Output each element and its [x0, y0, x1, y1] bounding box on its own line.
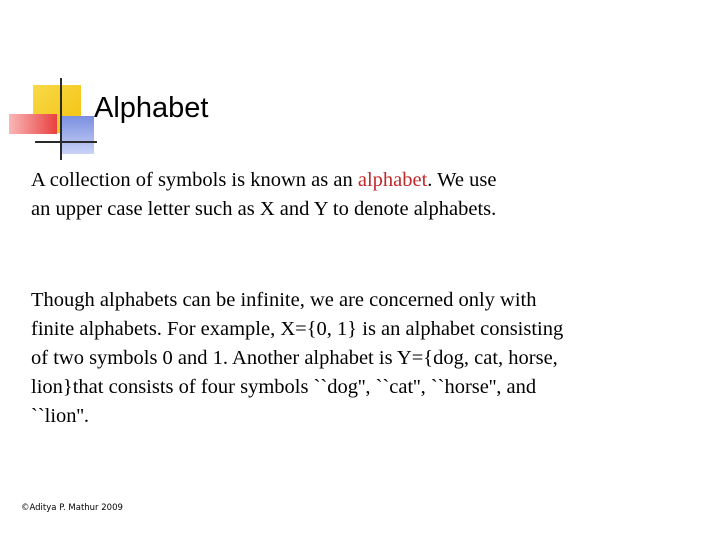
paragraph-definition-line-1: [31, 166, 691, 195]
paragraph-example: [31, 286, 691, 431]
paragraph-example-line: lion}that consists of four symbols ``dog'', ``cat'', ``horse'', and: [31, 376, 537, 398]
paragraph-example-line: Though alphabets can be infinite, we are concerned only with: [31, 289, 537, 311]
highlighted-term: alphabet: [357, 169, 428, 191]
slide-title: Alphabet: [94, 92, 209, 124]
line1-before: A collection of symbols is known as an: [31, 169, 358, 191]
paragraph-definition: [31, 166, 691, 224]
deco-red-bar: [9, 114, 57, 134]
footer-copyright: ©Aditya P. Mathur 2009: [21, 503, 123, 513]
paragraph-example-line: ``lion''.: [31, 405, 90, 427]
paragraph-example-line: finite alphabets. For example, X={0, 1} is an alphabet consisting: [31, 318, 564, 340]
deco-blue-square: [60, 116, 94, 154]
paragraph-example-line: of two symbols 0 and 1. Another alphabet is Y={dog, cat, horse,: [31, 347, 558, 369]
deco-vertical-line: [60, 78, 62, 160]
line1-after: . We use: [427, 169, 497, 191]
paragraph-definition-line-2: an upper case letter such as X and Y to denote alphabets.: [31, 198, 497, 220]
deco-horizontal-line: [35, 141, 97, 143]
